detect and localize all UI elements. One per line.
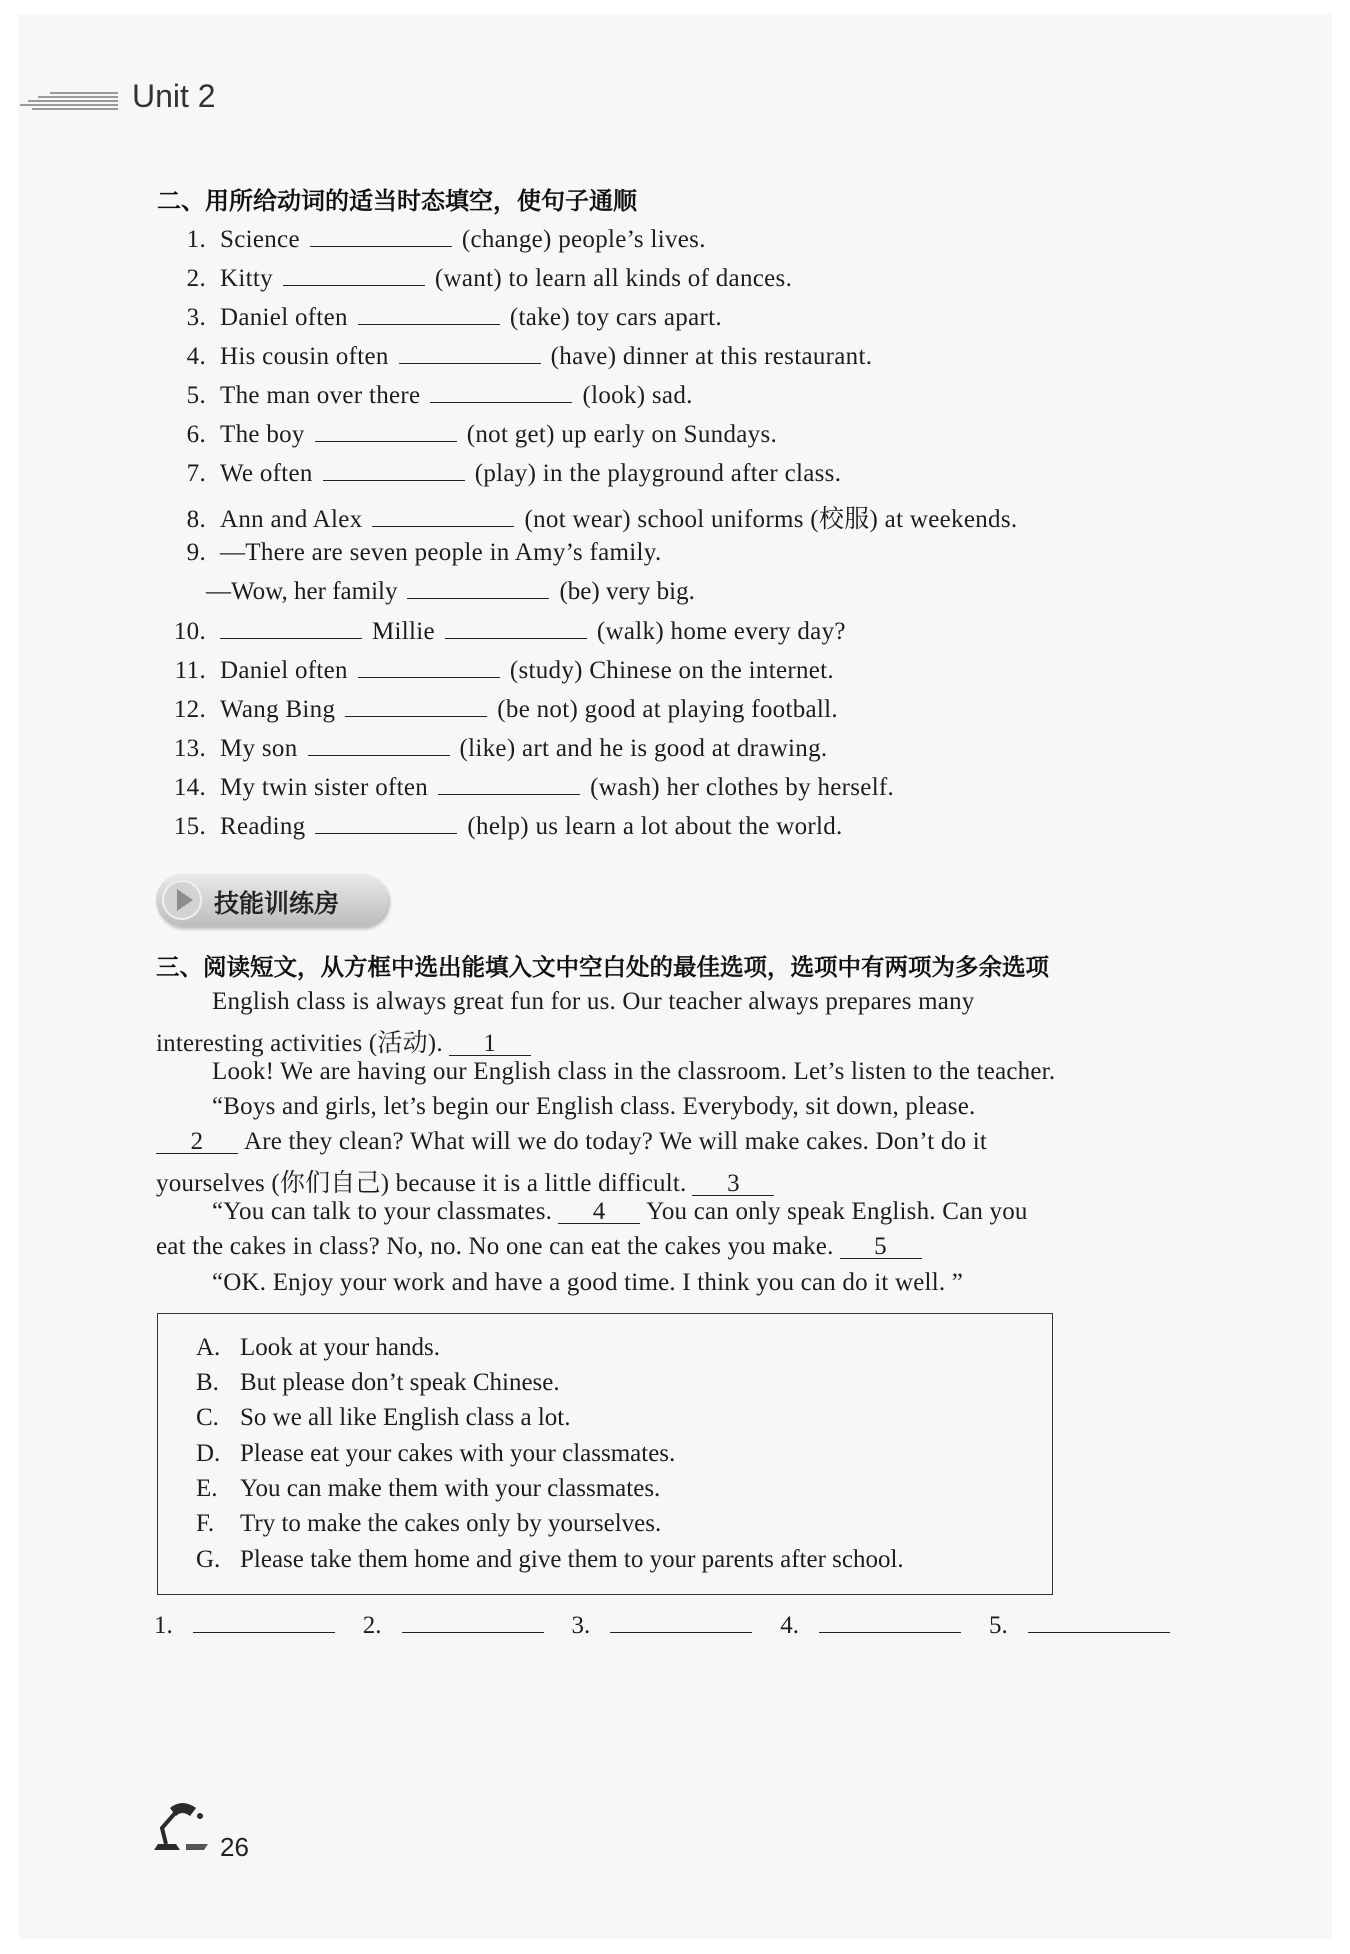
passage-line: English class is always great fun for us. Our teacher always prepares many bbox=[212, 988, 975, 1015]
question-row: 11. Daniel often (study) Chinese on the internet. bbox=[174, 657, 834, 684]
question-row: 10. Millie (walk) home every day? bbox=[173, 618, 846, 645]
question-row: 7. We often (play) in the playground after class. bbox=[186, 460, 842, 487]
answer-blank[interactable] bbox=[372, 506, 514, 527]
skill-training-badge: 技能训练房 bbox=[156, 874, 388, 926]
passage-line: “OK. Enjoy your work and have a good time. I think you can do it well. ” bbox=[212, 1269, 964, 1296]
option-item: G. Please take them home and give them to your parents after school. bbox=[196, 1546, 904, 1573]
option-item: C. So we all like English class a lot. bbox=[196, 1404, 571, 1431]
answer-blank[interactable] bbox=[610, 1612, 752, 1633]
answer-blank[interactable] bbox=[308, 735, 450, 756]
answer-blank[interactable] bbox=[323, 460, 465, 481]
passage-line: interesting activities (活动). 1 bbox=[156, 1023, 537, 1059]
question-row: 14. My twin sister often (wash) her clothes by herself. bbox=[173, 774, 895, 801]
passage-gap[interactable]: 3 bbox=[692, 1173, 774, 1196]
answer-blank[interactable] bbox=[193, 1612, 335, 1633]
answer-blank[interactable] bbox=[345, 696, 487, 717]
answer-blank[interactable] bbox=[430, 382, 572, 403]
answer-slot: 3. bbox=[572, 1612, 753, 1640]
section3-heading: 三、阅读短文，从方框中选出能填入文中空白处的最佳选项，选项中有两项为多余选项 bbox=[156, 953, 1049, 981]
question-row: 12. Wang Bing (be not) good at playing football. bbox=[173, 696, 838, 723]
passage-gap[interactable]: 1 bbox=[449, 1033, 531, 1056]
question-row: 6. The boy (not get) up early on Sundays. bbox=[186, 421, 778, 448]
answer-blank[interactable] bbox=[445, 618, 587, 639]
answer-blank[interactable] bbox=[358, 657, 500, 678]
question-row-continuation: —Wow, her family (be) very big. bbox=[206, 578, 695, 605]
question-row: 8. Ann and Alex (not wear) school uniforms (校服) at weekends. bbox=[186, 506, 1018, 533]
question-row: 9. —There are seven people in Amy’s family. bbox=[186, 539, 662, 566]
option-item: A. Look at your hands. bbox=[196, 1334, 440, 1361]
option-item: B. But please don’t speak Chinese. bbox=[196, 1369, 560, 1396]
question-row: 3. Daniel often (take) toy cars apart. bbox=[186, 304, 722, 331]
answer-blank[interactable] bbox=[399, 343, 541, 364]
answer-blank[interactable] bbox=[315, 813, 457, 834]
page-number: 26 bbox=[220, 1832, 249, 1862]
passage-gap[interactable]: 4 bbox=[558, 1201, 640, 1224]
passage-gap[interactable]: 5 bbox=[840, 1236, 922, 1259]
answer-blank[interactable] bbox=[315, 421, 457, 442]
unit-title: Unit 2 bbox=[132, 78, 216, 114]
answer-row bbox=[154, 1612, 1198, 1640]
answer-slot: 4. bbox=[780, 1612, 961, 1640]
section2-heading: 二、用所给动词的适当时态填空，使句子通顺 bbox=[157, 187, 637, 215]
answer-slot: 1. bbox=[154, 1612, 335, 1640]
answer-blank[interactable] bbox=[407, 578, 549, 599]
question-row: 4. His cousin often (have) dinner at this restaurant. bbox=[186, 343, 873, 370]
answer-blank[interactable] bbox=[1028, 1612, 1170, 1633]
answer-blank[interactable] bbox=[819, 1612, 961, 1633]
option-item: E. You can make them with your classmates. bbox=[196, 1475, 661, 1502]
option-item: D. Please eat your cakes with your classmates. bbox=[196, 1440, 676, 1467]
question-row: 5. The man over there (look) sad. bbox=[186, 382, 693, 409]
question-row: 15. Reading (help) us learn a lot about the world. bbox=[173, 813, 843, 840]
question-row: 1. Science (change) people’s lives. bbox=[186, 226, 706, 253]
desk-lamp-icon bbox=[152, 1798, 210, 1854]
passage-line: “Boys and girls, let’s begin our English class. Everybody, sit down, please. bbox=[212, 1093, 976, 1120]
question-row: 13. My son (like) art and he is good at drawing. bbox=[173, 735, 828, 762]
passage-line: eat the cakes in class? No, no. No one can eat the cakes you make. 5 bbox=[156, 1233, 928, 1261]
answer-blank[interactable] bbox=[310, 226, 452, 247]
question-row: 2. Kitty (want) to learn all kinds of dances. bbox=[186, 265, 793, 292]
passage-line: Look! We are having our English class in the classroom. Let’s listen to the teacher. bbox=[212, 1058, 1056, 1085]
answer-slot: 2. bbox=[363, 1612, 544, 1640]
passage-line: 2 Are they clean? What will we do today? We will make cakes. Don’t do it bbox=[156, 1128, 987, 1156]
answer-blank[interactable] bbox=[402, 1612, 544, 1633]
header-decoration-lines bbox=[20, 90, 118, 112]
answer-blank[interactable] bbox=[358, 304, 500, 325]
passage-gap[interactable]: 2 bbox=[156, 1131, 238, 1154]
option-item: F. Try to make the cakes only by yourselves. bbox=[196, 1510, 662, 1537]
answer-blank[interactable] bbox=[220, 618, 362, 639]
answer-blank[interactable] bbox=[283, 265, 425, 286]
answer-slot: 5. bbox=[989, 1612, 1170, 1640]
passage-line: yourselves (你们自己) because it is a little difficult. 3 bbox=[156, 1163, 780, 1199]
answer-blank[interactable] bbox=[438, 774, 580, 795]
passage-line: “You can talk to your classmates. 4 You can only speak English. Can you bbox=[212, 1198, 1028, 1225]
